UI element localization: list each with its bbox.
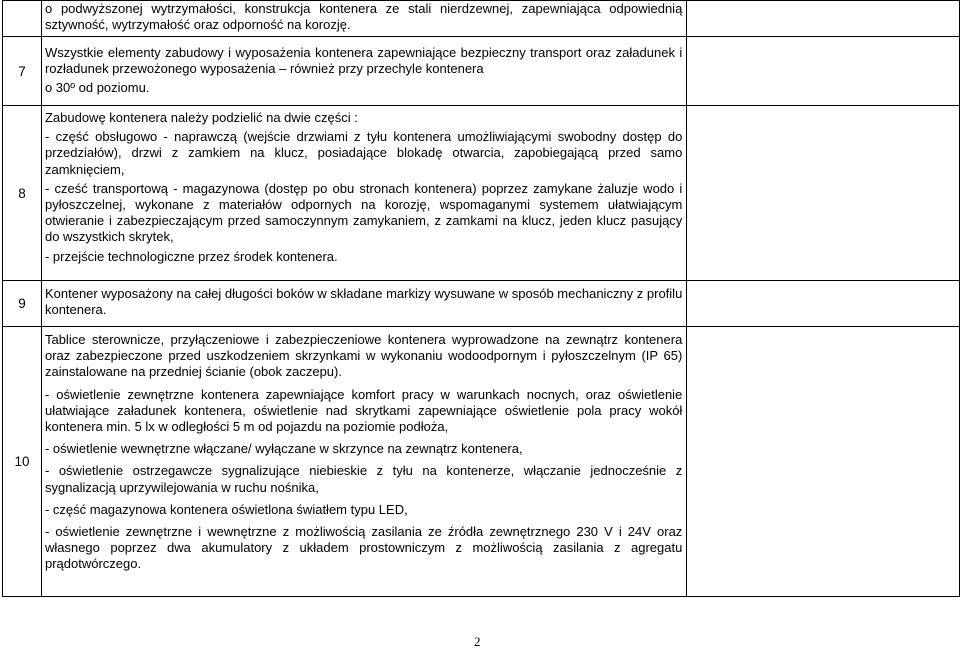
row-number-cell xyxy=(3,327,42,597)
row-number: 9 xyxy=(18,296,26,311)
empty-cell xyxy=(687,37,960,106)
row-number-cell xyxy=(3,106,42,281)
paragraph: - część magazynowa kontenera oświetlona światłem typu LED, xyxy=(44,501,408,517)
paragraph: o podwyższonej wytrzymałości, konstrukcja kontenera ze stali nierdzewnej, zapewniająca odpowiednią sztywność, wytrzymałość oraz odporność na korozję. xyxy=(44,1,683,33)
table-row xyxy=(3,327,960,597)
table-row xyxy=(3,1,960,37)
paragraph: o 30º od poziomu. xyxy=(44,80,150,96)
paragraph: - oświetlenie zewnętrzne kontenera zapewniające komfort pracy w warunkach nocnych, oraz oświetlenie ułatwiające załadunek kontenera, oświetlenie nad skrytkami zapewniające oświetlenie pola pracy wokół kontenera min. 5 lx w odległości 5 m od pojazdu na poziomie podłoża, xyxy=(44,386,683,435)
paragraph: - oświetlenie wewnętrzne włączane/ wyłączane w skrzynce na zewnątrz kontenera, xyxy=(44,441,523,457)
description-cell xyxy=(41,281,686,327)
description-cell xyxy=(41,106,686,281)
paragraph: - cześć transportową - magazynowa (dostęp po obu stronach kontenera) poprzez zamykane żaluzje wodo i pyłoszczelnej, wykonane z materiałów odpornych na korozję, wspomaganymi systemem ułatwiającym otwieranie i zabezpieczającym przed samoczynnym zamykaniem, z zamkami na klucz, jeden klucz pasujący do wszystkich skrytek, xyxy=(44,180,683,245)
description-cell xyxy=(41,37,686,106)
empty-cell xyxy=(687,327,960,597)
table-row xyxy=(3,281,960,327)
row-number-cell xyxy=(3,1,42,37)
table-row xyxy=(3,37,960,106)
paragraph: - część obsługowo - naprawczą (wejście drzwiami z tyłu kontenera umożliwiającymi swobodny dostęp do przedziałów), drzwi z zamkiem na klucz, posiadające blokadę otwarcia, zapobiegającą przed samo zamknięciem, xyxy=(44,129,683,177)
specification-table xyxy=(2,0,960,597)
row-number-cell xyxy=(3,37,42,106)
paragraph: Wszystkie elementy zabudowy i wyposażenia kontenera zapewniające bezpieczny transport oraz załadunek i rozładunek przewożonego wyposażenia – również przy przechyle kontenera xyxy=(44,45,683,77)
paragraph: Kontener wyposażony na całej długości boków w składane markizy wysuwane w sposób mechaniczny z profilu kontenera. xyxy=(44,286,683,318)
paragraph: - przejście technologiczne przez środek kontenera. xyxy=(44,248,338,264)
paragraph: - oświetlenie ostrzegawcze sygnalizujące niebieskie z tyłu na kontenerze, włączanie jednocześnie z sygnalizacją uprzywilejowania w ruchu nośnika, xyxy=(44,463,683,495)
paragraph: Zabudowę kontenera należy podzielić na dwie części : xyxy=(44,110,358,125)
row-number-cell xyxy=(3,281,42,327)
row-number: 7 xyxy=(18,63,26,79)
paragraph: - oświetlenie zewnętrzne i wewnętrzne z możliwością zasilania ze źródła zewnętrznego 230 V i 24V oraz własnego poprzez dwa akumulatory z układem prostowniczym z możliwością zasilania z agregatu prądotwórczego. xyxy=(44,524,683,572)
empty-cell xyxy=(687,1,960,37)
row-number: 10 xyxy=(14,454,30,469)
empty-cell xyxy=(687,106,960,281)
page-number: 2 xyxy=(474,634,481,649)
paragraph: Tablice sterownicze, przyłączeniowe i zabezpieczeniowe kontenera wyprowadzone na zewnątrz kontenera oraz zabezpieczone przed uszkodzeniem skrzynkami w wykonaniu wodoodpornym i pyłoszczelnym (IP 65) zainstalowane na przedniej ścianie (obok zaczepu). xyxy=(44,332,683,380)
empty-cell xyxy=(687,281,960,327)
description-cell xyxy=(41,327,686,597)
description-cell xyxy=(41,1,686,37)
table-row xyxy=(3,106,960,281)
row-number: 8 xyxy=(18,185,26,201)
